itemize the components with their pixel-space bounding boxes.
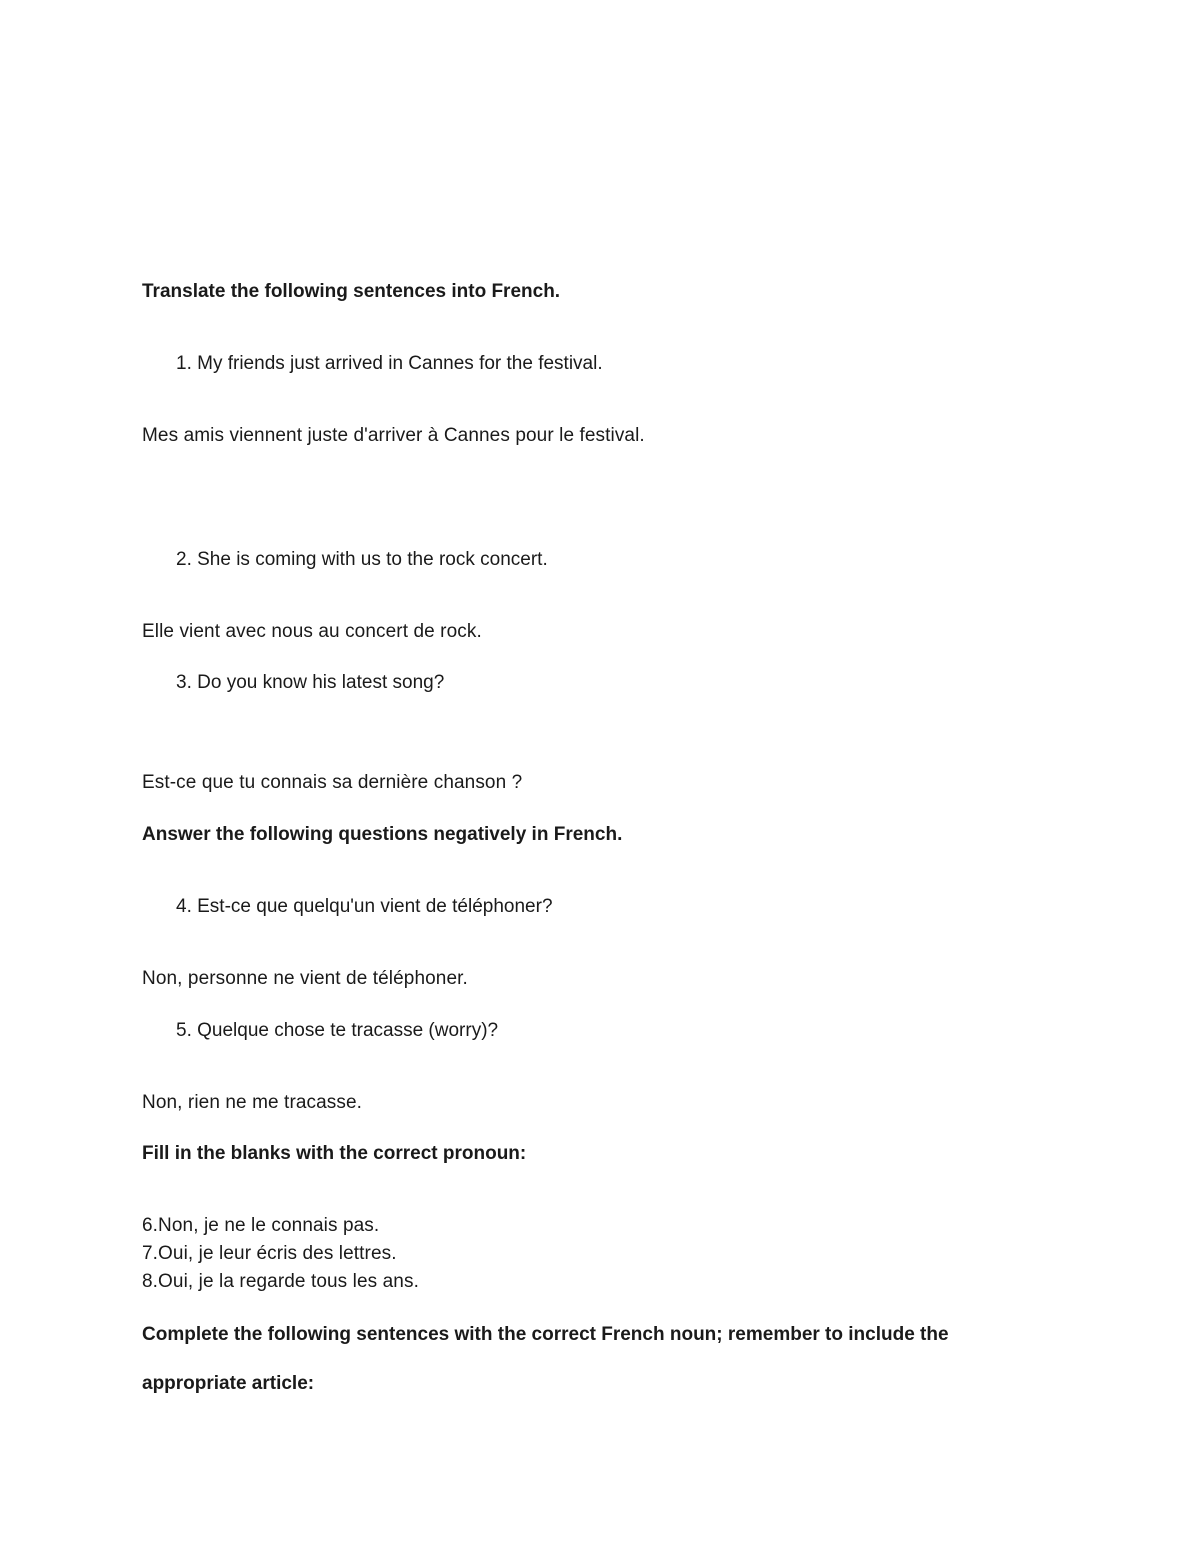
section-heading-negative: Answer the following questions negatively in French. [142, 824, 623, 845]
question-1: 1. My friends just arrived in Cannes for the festival. [176, 353, 603, 374]
section-heading-translate: Translate the following sentences into French. [142, 281, 561, 302]
answer-3: Est-ce que tu connais sa dernière chanson ? [142, 772, 523, 793]
answer-2: Elle vient avec nous au concert de rock. [142, 621, 482, 642]
section-heading-noun-line1: Complete the following sentences with the correct French noun; remember to include the [142, 1324, 949, 1345]
section-heading-noun-line2: appropriate article: [142, 1373, 315, 1394]
question-5: 5. Quelque chose te tracasse (worry)? [176, 1020, 499, 1041]
answer-7: 7.Oui, je leur écris des lettres. [142, 1243, 397, 1264]
answer-8: 8.Oui, je la regarde tous les ans. [142, 1271, 419, 1292]
question-3: 3. Do you know his latest song? [176, 672, 445, 693]
answer-6: 6.Non, je ne le connais pas. [142, 1215, 380, 1236]
section-heading-pronoun: Fill in the blanks with the correct pronoun: [142, 1143, 527, 1164]
question-2: 2. She is coming with us to the rock concert. [176, 549, 548, 570]
answer-4: Non, personne ne vient de téléphoner. [142, 968, 468, 989]
question-4: 4. Est-ce que quelqu'un vient de téléphoner? [176, 896, 553, 917]
answer-1: Mes amis viennent juste d'arriver à Cannes pour le festival. [142, 425, 645, 446]
answer-5: Non, rien ne me tracasse. [142, 1092, 363, 1113]
